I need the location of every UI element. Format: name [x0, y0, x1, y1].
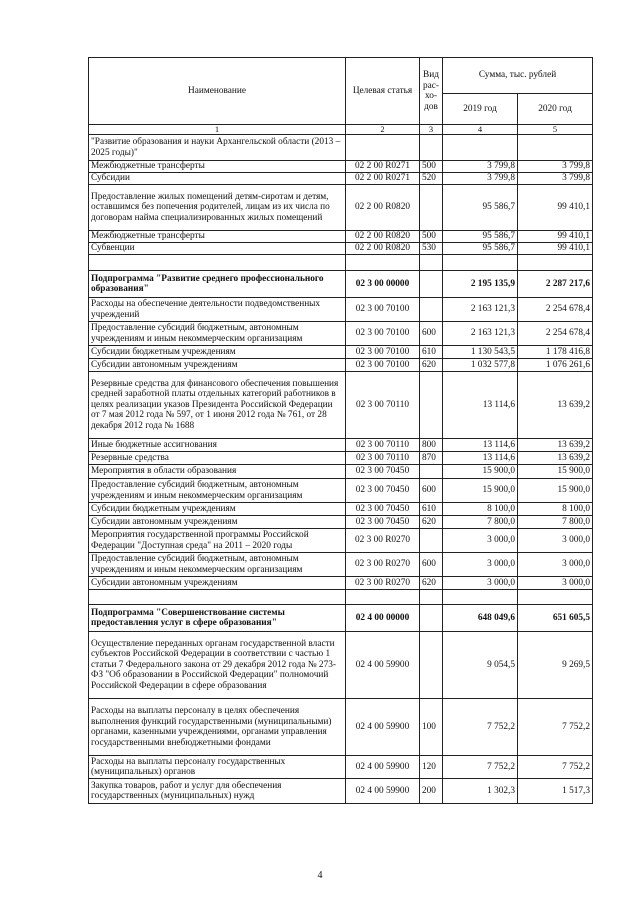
row-code: 02 3 00 70110	[346, 439, 420, 452]
table-row	[89, 185, 593, 231]
row-sum-2019: 8 100,0	[443, 503, 518, 516]
header-code: Целевая статья	[346, 58, 420, 125]
table-row	[89, 452, 593, 465]
table-row	[89, 298, 593, 322]
row-expense-type	[420, 298, 443, 322]
row-expense-type	[420, 590, 443, 605]
row-expense-type	[420, 529, 443, 553]
row-expense-type: 530	[420, 243, 443, 255]
row-code	[346, 590, 420, 605]
row-sum-2020	[518, 135, 593, 161]
row-sum-2019: 2 163 121,3	[443, 298, 518, 322]
row-code: 02 2 00 R0271	[346, 173, 420, 185]
row-code: 02 2 00 R0820	[346, 243, 420, 255]
table-row	[89, 173, 593, 185]
row-name: Предоставление субсидий бюджетным, автономным учреждениям и иным некоммерческим организациям	[89, 479, 346, 503]
table-row	[89, 756, 593, 779]
row-name: Мероприятия в области образования	[89, 465, 346, 479]
row-sum-2020: 15 900,0	[518, 479, 593, 503]
table-row	[89, 135, 593, 161]
column-index: 1	[89, 125, 346, 135]
row-code: 02 3 00 70450	[346, 479, 420, 503]
table-row	[89, 529, 593, 553]
row-sum-2020: 7 752,2	[518, 756, 593, 779]
header-sum: Сумма, тыс. рублей	[443, 58, 593, 94]
row-code: 02 4 00 00000	[346, 605, 420, 632]
spacer-row	[89, 590, 593, 605]
row-sum-2020: 2 254 678,4	[518, 322, 593, 346]
row-code: 02 3 00 R0270	[346, 529, 420, 553]
column-index: 2	[346, 125, 420, 135]
row-code: 02 3 00 70450	[346, 465, 420, 479]
row-code: 02 4 00 59900	[346, 756, 420, 779]
header-year-2019: 2019 год	[443, 94, 518, 125]
row-sum-2020: 7 752,2	[518, 699, 593, 756]
row-name: Субсидии бюджетным учреждениям	[89, 346, 346, 359]
row-sum-2020: 3 000,0	[518, 577, 593, 590]
row-sum-2019: 1 302,3	[443, 779, 518, 804]
row-name	[89, 255, 346, 271]
row-name: Иные бюджетные ассигнования	[89, 439, 346, 452]
row-sum-2019	[443, 590, 518, 605]
row-sum-2019: 15 900,0	[443, 465, 518, 479]
row-code: 02 3 00 R0270	[346, 577, 420, 590]
row-sum-2019: 7 752,2	[443, 699, 518, 756]
table-row	[89, 243, 593, 255]
row-expense-type	[420, 135, 443, 161]
row-name: Субсидии автономным учреждениям	[89, 359, 346, 372]
header-row-top	[89, 58, 593, 94]
row-name: Подпрограмма "Совершенствование системы предоставления услуг в сфере образования"	[89, 605, 346, 632]
row-code: 02 4 00 59900	[346, 779, 420, 804]
row-expense-type	[420, 465, 443, 479]
row-name: Мероприятия государственной программы Российской Федерации "Доступная среда" на 2011 – 2020 годы	[89, 529, 346, 553]
row-sum-2020	[518, 590, 593, 605]
table-row	[89, 346, 593, 359]
row-name: Субсидии бюджетным учреждениям	[89, 503, 346, 516]
table-row	[89, 699, 593, 756]
row-sum-2019	[443, 255, 518, 271]
header-year-2020: 2020 год	[518, 94, 593, 125]
row-sum-2020: 1 076 261,6	[518, 359, 593, 372]
budget-table	[88, 57, 593, 804]
row-sum-2019: 3 000,0	[443, 529, 518, 553]
row-sum-2019: 2 195 135,9	[443, 271, 518, 298]
column-index-row	[89, 125, 593, 135]
row-sum-2019: 7 752,2	[443, 756, 518, 779]
row-name: Резервные средства для финансового обеспечения повышения средней заработной платы отдельных категорий работников в целях реализации указов Президента Российской Федерации от 7 мая 2012 года № 597, от 1 июня 2012 года № 761, от 28 декабря 2012 года № 1688	[89, 372, 346, 439]
row-sum-2019: 1 130 543,5	[443, 346, 518, 359]
row-sum-2019	[443, 135, 518, 161]
row-sum-2020: 3 799,8	[518, 161, 593, 173]
row-expense-type: 620	[420, 577, 443, 590]
table-row	[89, 503, 593, 516]
table-row	[89, 231, 593, 243]
row-expense-type: 600	[420, 479, 443, 503]
row-expense-type: 200	[420, 779, 443, 804]
column-index: 5	[518, 125, 593, 135]
table-row	[89, 577, 593, 590]
row-sum-2019: 13 114,6	[443, 439, 518, 452]
row-name: Предоставление субсидий бюджетным, автономным учреждениям и иным некоммерческим организациям	[89, 322, 346, 346]
row-expense-type: 500	[420, 231, 443, 243]
row-name	[89, 590, 346, 605]
row-sum-2020: 2 287 217,6	[518, 271, 593, 298]
row-expense-type	[420, 632, 443, 699]
row-code: 02 2 00 R0271	[346, 161, 420, 173]
row-sum-2019: 15 900,0	[443, 479, 518, 503]
row-sum-2020: 3 799,8	[518, 173, 593, 185]
budget-table-body	[89, 58, 593, 804]
row-name: Закупка товаров, работ и услуг для обеспечения государственных (муниципальных) нужд	[89, 779, 346, 804]
row-name: Предоставление жилых помещений детям-сиротам и детям, оставшимся без попечения родителей, лицам из их числа по договорам найма специализированных жилых помещений	[89, 185, 346, 231]
row-code: 02 3 00 70450	[346, 503, 420, 516]
row-code: 02 3 00 70450	[346, 516, 420, 529]
row-expense-type: 620	[420, 359, 443, 372]
row-sum-2019: 95 586,7	[443, 231, 518, 243]
header-type-line-3: хо-	[424, 91, 438, 101]
header-name: Наименование	[89, 58, 346, 125]
row-sum-2020: 3 000,0	[518, 529, 593, 553]
row-code: 02 3 00 R0270	[346, 553, 420, 577]
row-expense-type: 120	[420, 756, 443, 779]
row-name: Расходы на обеспечение деятельности подведомственных учреждений	[89, 298, 346, 322]
table-row	[89, 632, 593, 699]
header-type-line-4: дов	[424, 101, 438, 112]
row-sum-2020: 1 517,3	[518, 779, 593, 804]
row-sum-2020: 651 605,5	[518, 605, 593, 632]
row-expense-type: 600	[420, 553, 443, 577]
row-sum-2019: 3 000,0	[443, 577, 518, 590]
row-sum-2020: 13 639,2	[518, 439, 593, 452]
spacer-row	[89, 255, 593, 271]
row-sum-2020	[518, 255, 593, 271]
header-type-line-1: Вид	[423, 70, 439, 80]
page-number: 4	[317, 870, 323, 881]
row-code: 02 3 00 70100	[346, 359, 420, 372]
row-sum-2019: 13 114,6	[443, 372, 518, 439]
row-name: Подпрограмма "Развитие среднего профессионального образования"	[89, 271, 346, 298]
row-sum-2020: 7 800,0	[518, 516, 593, 529]
row-sum-2019: 13 114,6	[443, 452, 518, 465]
table-row	[89, 553, 593, 577]
row-sum-2020: 15 900,0	[518, 465, 593, 479]
row-sum-2020: 9 269,5	[518, 632, 593, 699]
table-row	[89, 322, 593, 346]
row-sum-2019: 648 049,6	[443, 605, 518, 632]
row-sum-2020: 13 639,2	[518, 452, 593, 465]
row-name: Межбюджетные трансферты	[89, 161, 346, 173]
row-sum-2019: 3 000,0	[443, 553, 518, 577]
row-name: Расходы на выплаты персоналу государственных (муниципальных) органов	[89, 756, 346, 779]
row-code: 02 4 00 59900	[346, 632, 420, 699]
row-sum-2019: 2 163 121,3	[443, 322, 518, 346]
row-sum-2019: 95 586,7	[443, 185, 518, 231]
row-name: Субсидии	[89, 173, 346, 185]
row-sum-2020: 1 178 416,8	[518, 346, 593, 359]
row-name: Предоставление субсидий бюджетным, автономным учреждениям и иным некоммерческим организациям	[89, 553, 346, 577]
row-name: Осуществление переданных органам государственной власти субъектов Российской Федерации в соответствии с частью 1 статьи 7 Федерального закона от 29 декабря 2012 года № 273-ФЗ "Об образовании в Российской Федерации" полномочий Российской Федерации в сфере образования	[89, 632, 346, 699]
row-expense-type	[420, 255, 443, 271]
row-code: 02 3 00 70100	[346, 322, 420, 346]
table-row	[89, 161, 593, 173]
row-sum-2019: 3 799,8	[443, 161, 518, 173]
row-sum-2019: 3 799,8	[443, 173, 518, 185]
row-sum-2020: 99 410,1	[518, 231, 593, 243]
table-row	[89, 439, 593, 452]
table-row	[89, 372, 593, 439]
row-sum-2019: 7 800,0	[443, 516, 518, 529]
table-row	[89, 479, 593, 503]
row-expense-type: 610	[420, 503, 443, 516]
row-code: 02 2 00 R0820	[346, 185, 420, 231]
row-code: 02 3 00 70100	[346, 346, 420, 359]
table-row	[89, 779, 593, 804]
row-sum-2020: 8 100,0	[518, 503, 593, 516]
row-expense-type: 800	[420, 439, 443, 452]
row-sum-2019: 9 054,5	[443, 632, 518, 699]
row-expense-type: 610	[420, 346, 443, 359]
row-name: Расходы на выплаты персоналу в целях обеспечения выполнения функций государственными (муниципальными) органами, казенными учреждениями, органами управления государственными внебюджетными фондами	[89, 699, 346, 756]
row-sum-2019: 1 032 577,8	[443, 359, 518, 372]
row-sum-2020: 99 410,1	[518, 243, 593, 255]
row-code: 02 3 00 00000	[346, 271, 420, 298]
row-expense-type: 100	[420, 699, 443, 756]
row-sum-2020: 2 254 678,4	[518, 298, 593, 322]
row-sum-2020: 99 410,1	[518, 185, 593, 231]
table-row	[89, 359, 593, 372]
row-name: Субсидии автономным учреждениям	[89, 577, 346, 590]
row-expense-type: 520	[420, 173, 443, 185]
row-code: 02 4 00 59900	[346, 699, 420, 756]
row-code	[346, 255, 420, 271]
row-expense-type: 620	[420, 516, 443, 529]
row-name: Субсидии автономным учреждениям	[89, 516, 346, 529]
row-name: Субвенции	[89, 243, 346, 255]
row-expense-type: 500	[420, 161, 443, 173]
column-index: 3	[420, 125, 443, 135]
row-expense-type	[420, 271, 443, 298]
row-code: 02 3 00 70100	[346, 298, 420, 322]
row-expense-type: 600	[420, 322, 443, 346]
row-expense-type: 870	[420, 452, 443, 465]
table-row	[89, 271, 593, 298]
row-expense-type	[420, 372, 443, 439]
table-row	[89, 605, 593, 632]
row-sum-2020: 13 639,2	[518, 372, 593, 439]
table-row	[89, 516, 593, 529]
header-type-line-2: рас-	[423, 80, 439, 91]
row-name: Резервные средства	[89, 452, 346, 465]
row-code	[346, 135, 420, 161]
row-name: "Развитие образования и науки Архангельской области (2013 – 2025 годы)"	[89, 135, 346, 161]
table-row	[89, 465, 593, 479]
row-name: Межбюджетные трансферты	[89, 231, 346, 243]
row-sum-2019: 95 586,7	[443, 243, 518, 255]
row-code: 02 2 00 R0820	[346, 231, 420, 243]
row-code: 02 3 00 70110	[346, 452, 420, 465]
header-type	[420, 58, 443, 125]
row-expense-type	[420, 605, 443, 632]
column-index: 4	[443, 125, 518, 135]
row-expense-type	[420, 185, 443, 231]
row-code: 02 3 00 70110	[346, 372, 420, 439]
row-sum-2020: 3 000,0	[518, 553, 593, 577]
